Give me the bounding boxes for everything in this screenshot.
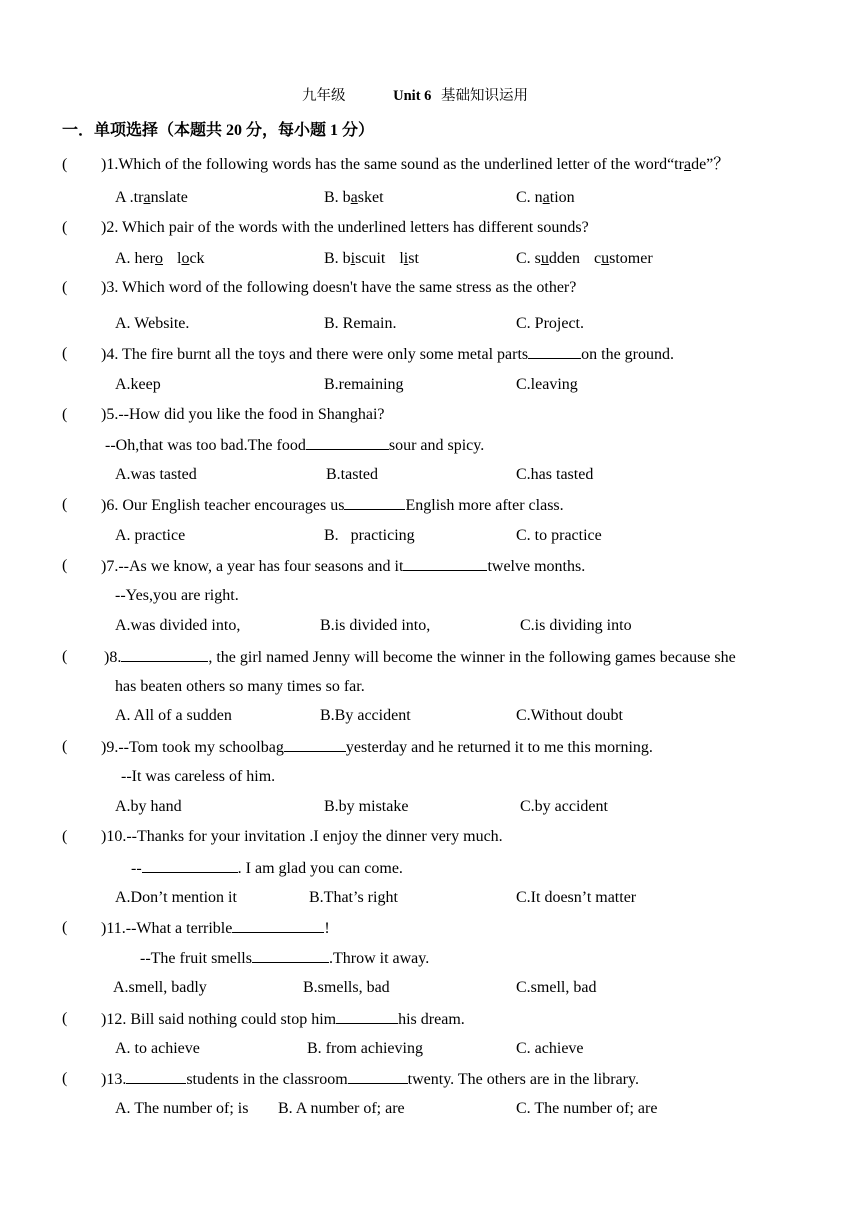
answer-blank: [344, 495, 405, 510]
option-b: B. from achieving: [307, 1040, 423, 1057]
question-12-stem: )12. Bill said nothing could stop him his dream.: [101, 1011, 465, 1028]
question-13-stem: )13. students in the classroom twenty. The others are in the library.: [101, 1071, 639, 1088]
option-b: B.That’s right: [309, 889, 398, 906]
answer-paren: (: [62, 1070, 68, 1087]
option-b: B.By accident: [320, 707, 411, 724]
option-b: B. biscuit list: [324, 250, 419, 267]
option-c: C. to practice: [516, 527, 602, 544]
option-b: B.remaining: [324, 376, 404, 393]
question-9-stem: )9.--Tom took my schoolbag yesterday and he returned it to me this morning.: [101, 739, 653, 756]
answer-blank: [336, 1009, 398, 1024]
question-8-stem: )8. , the girl named Jenny will become the winner in the following games because she: [104, 649, 736, 666]
option-b: B.by mistake: [324, 798, 409, 815]
question-5-stem: )5.--How did you like the food in Shanghai?: [101, 406, 385, 423]
answer-paren: (: [62, 828, 68, 845]
option-b: B.is divided into,: [320, 617, 431, 634]
option-b: B. A number of; are: [278, 1100, 405, 1117]
answer-paren: (: [62, 496, 68, 513]
question-4-stem: )4. The fire burnt all the toys and there were only some metal parts on the ground.: [101, 346, 674, 363]
option-c: C.Without doubt: [516, 707, 623, 724]
option-c: C. achieve: [516, 1040, 584, 1057]
option-b: B. basket: [324, 189, 384, 206]
option-a: A.by hand: [115, 798, 182, 815]
question-7-stem: )7.--As we know, a year has four seasons and it twelve months.: [101, 558, 586, 575]
option-a: A.was divided into,: [115, 617, 241, 634]
answer-blank: [348, 1069, 408, 1084]
answer-blank: [121, 647, 208, 662]
option-a: A.smell, badly: [113, 979, 207, 996]
option-b: B.tasted: [326, 466, 378, 483]
option-c: C.smell, bad: [516, 979, 597, 996]
option-b: B. practicing: [324, 527, 415, 544]
answer-paren: (: [62, 919, 68, 936]
question-8-line2: has beaten others so many times so far.: [115, 678, 365, 695]
answer-blank: [252, 948, 329, 963]
question-6-stem: )6. Our English teacher encourages us English more after class.: [101, 497, 564, 514]
question-5-line2: --Oh,that was too bad.The food sour and spicy.: [105, 437, 485, 454]
question-10-stem: )10.--Thanks for your invitation .I enjoy the dinner very much.: [101, 828, 503, 845]
page-title: [302, 86, 528, 106]
answer-paren: (: [62, 279, 68, 296]
question-2-stem: )2. Which pair of the words with the underlined letters has different sounds?: [101, 219, 589, 236]
answer-paren: (: [62, 345, 68, 362]
option-c: C. sudden customer: [516, 250, 653, 267]
answer-paren: (: [62, 219, 68, 236]
option-a: A. All of a sudden: [115, 707, 232, 724]
question-3-stem: )3. Which word of the following doesn't have the same stress as the other?: [101, 279, 577, 296]
answer-paren: (: [62, 557, 68, 574]
answer-blank: [528, 344, 581, 359]
answer-blank: [403, 556, 487, 571]
option-c: C.by accident: [520, 798, 608, 815]
answer-paren: (: [62, 648, 68, 665]
section-heading: 一．单项选择（本题共 20 分，每小题 1 分）: [62, 122, 375, 139]
question-11-stem: )11.--What a terrible !: [101, 920, 330, 937]
question-11-line2: --The fruit smells .Throw it away.: [140, 950, 430, 967]
option-a: A.Don’t mention it: [115, 889, 237, 906]
title-unit: Unit 6: [393, 88, 432, 104]
answer-blank: [284, 737, 346, 752]
option-a: A. Website.: [115, 315, 190, 332]
option-a: A .translate: [115, 189, 188, 206]
option-c: C.is dividing into: [520, 617, 632, 634]
answer-paren: (: [62, 406, 68, 423]
option-a: A. to achieve: [115, 1040, 200, 1057]
option-c: C. The number of; are: [516, 1100, 658, 1117]
answer-paren: (: [62, 156, 68, 173]
option-a: A.was tasted: [115, 466, 197, 483]
option-b: B.smells, bad: [303, 979, 390, 996]
option-c: C.leaving: [516, 376, 578, 393]
option-c: C. nation: [516, 189, 575, 206]
option-c: C.has tasted: [516, 466, 594, 483]
answer-paren: (: [62, 738, 68, 755]
question-1-stem: )1.Which of the following words has the same sound as the underlined letter of the word“trade”？: [101, 156, 730, 173]
answer-blank: [306, 435, 389, 450]
option-a: A. The number of; is: [115, 1100, 249, 1117]
answer-blank: [126, 1069, 186, 1084]
answer-paren: (: [62, 1010, 68, 1027]
title-topic: 基础知识运用: [441, 88, 529, 104]
question-7-line2: --Yes,you are right.: [115, 587, 239, 604]
option-a: A. practice: [115, 527, 186, 544]
title-grade: 九年级: [302, 88, 346, 104]
option-b: B. Remain.: [324, 315, 397, 332]
option-c: C.It doesn’t matter: [516, 889, 637, 906]
option-a: A.keep: [115, 376, 161, 393]
question-10-line2: -- . I am glad you can come.: [131, 860, 403, 877]
option-c: C. Project.: [516, 315, 584, 332]
answer-blank: [232, 918, 324, 933]
option-a: A. hero lock: [115, 250, 205, 267]
answer-blank: [142, 858, 238, 873]
question-9-line2: --It was careless of him.: [121, 768, 276, 785]
